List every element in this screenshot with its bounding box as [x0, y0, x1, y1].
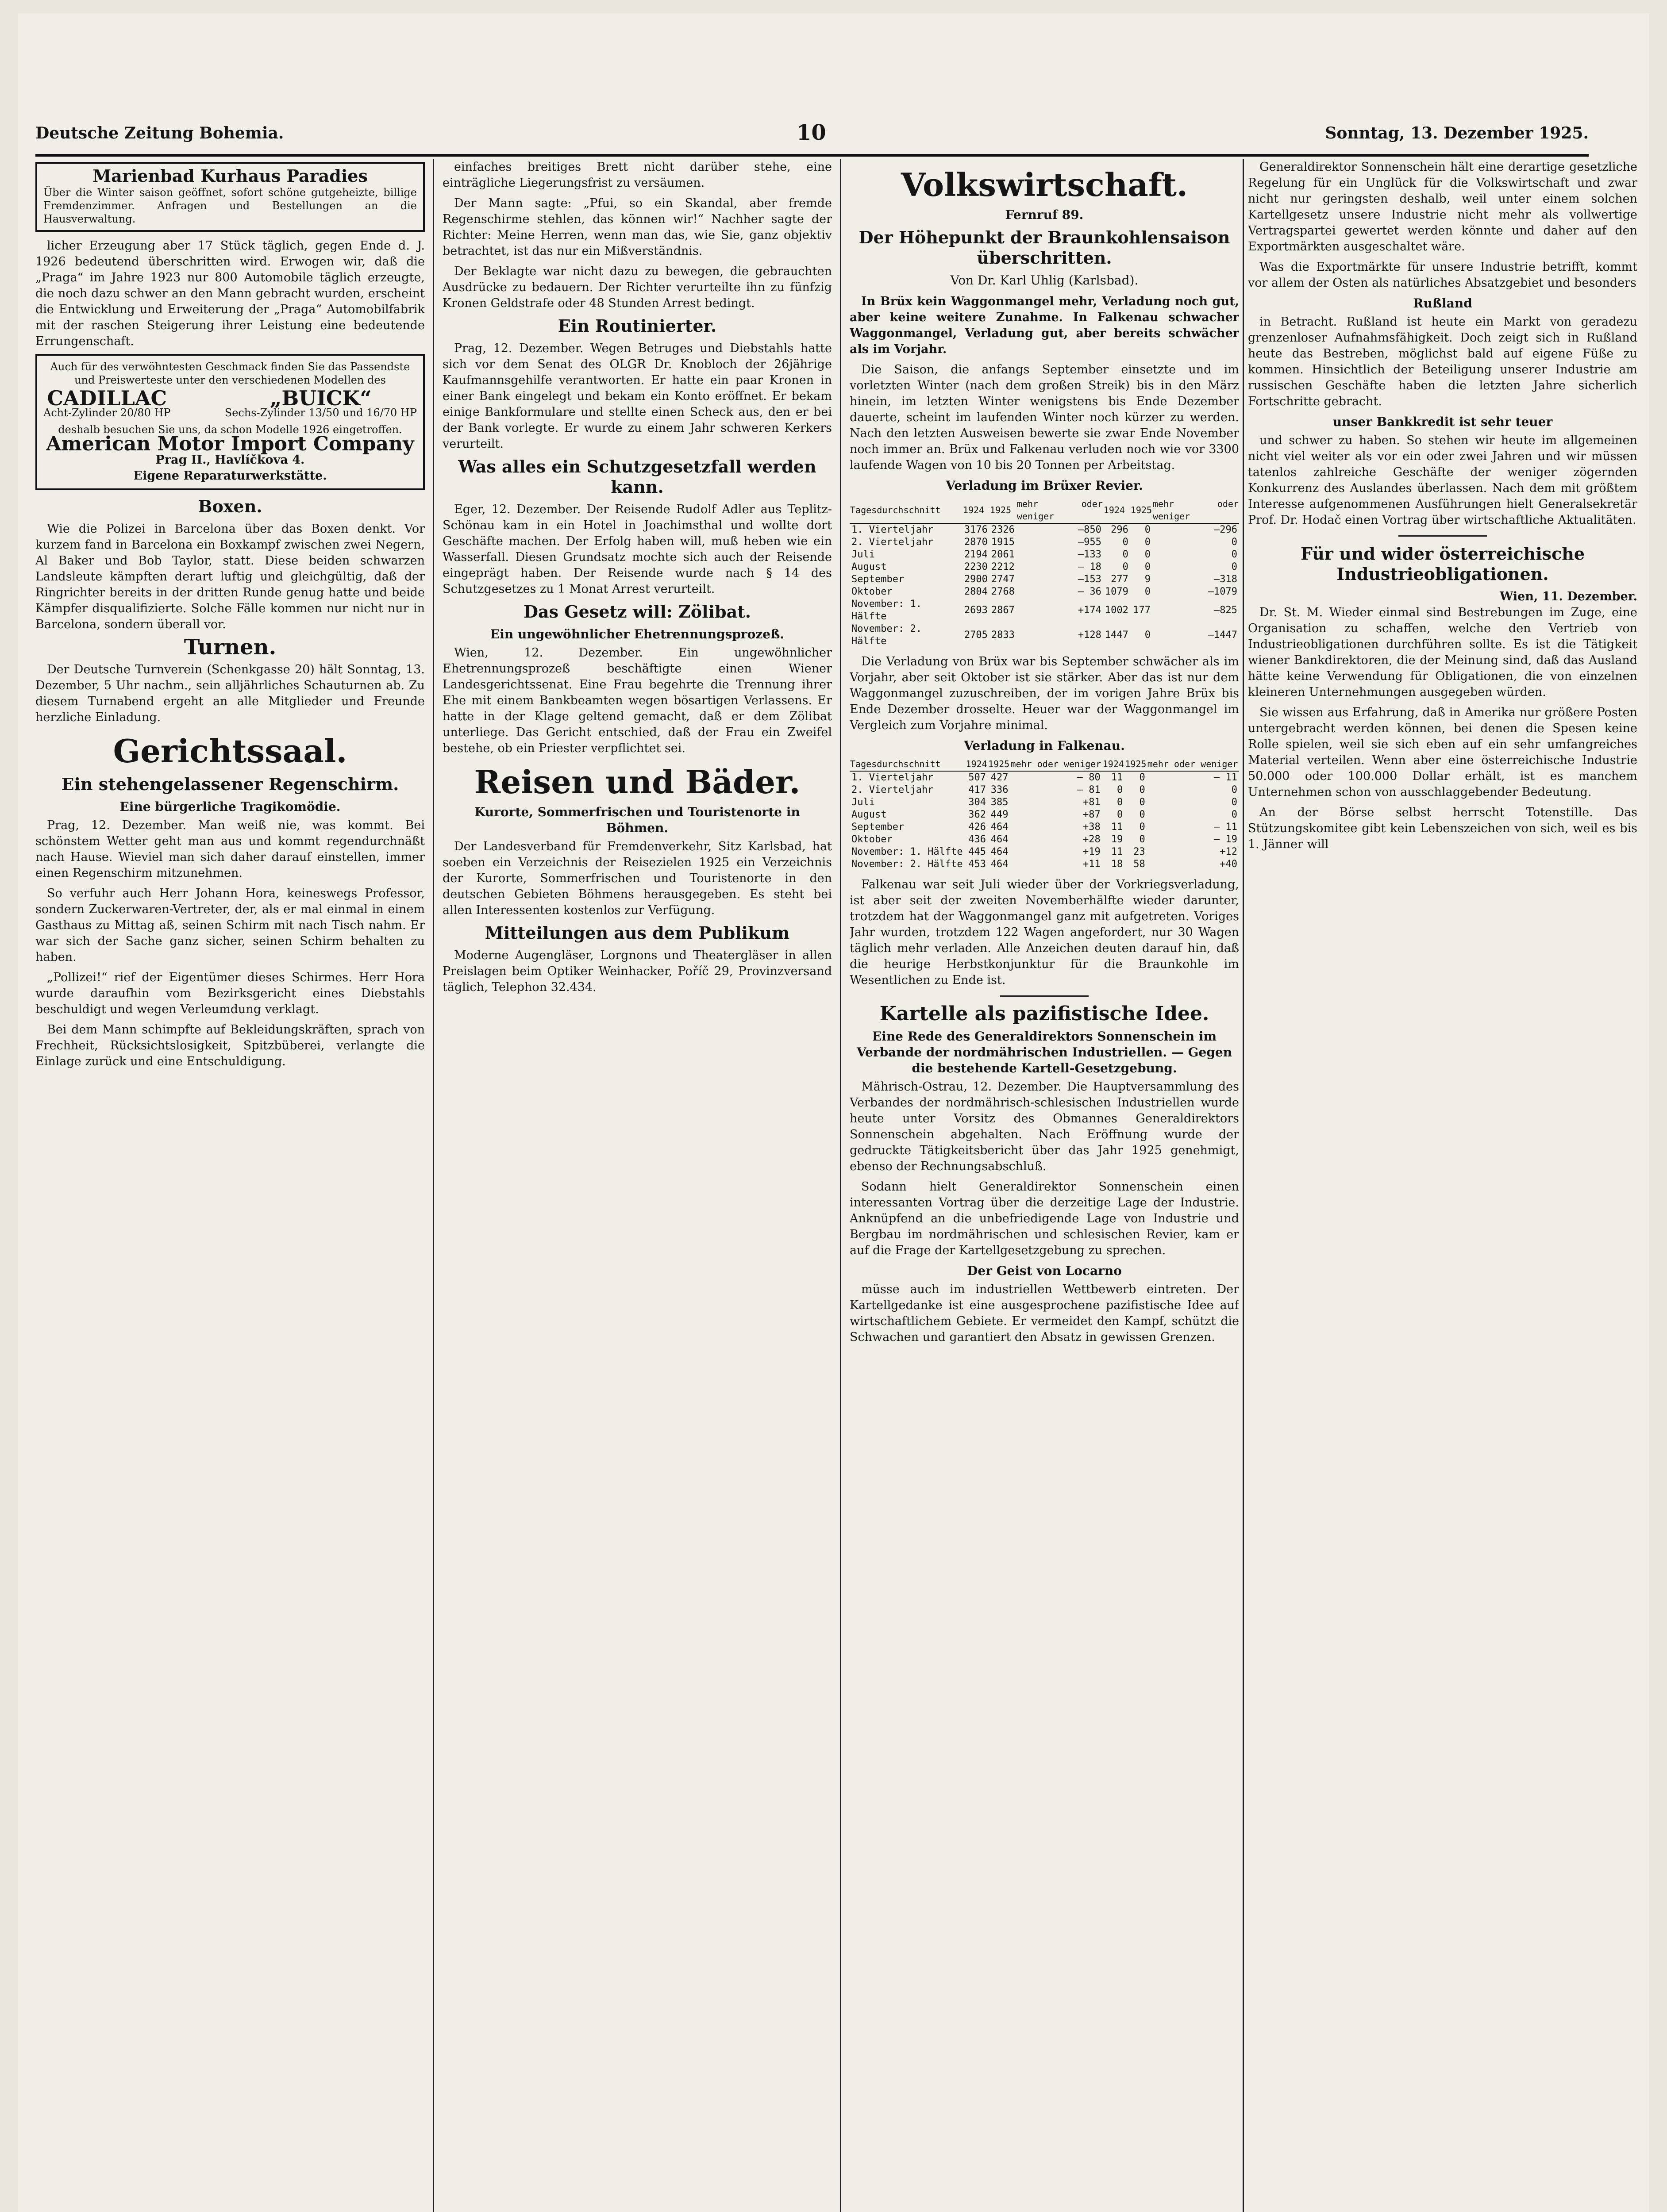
- table-cell: 2326: [991, 524, 1015, 535]
- column-2: [443, 159, 832, 2212]
- table-cell: — 81: [1077, 784, 1101, 795]
- table-cell: 18: [1111, 859, 1123, 870]
- table-cell: 453: [968, 859, 986, 870]
- table-cell: September: [851, 822, 905, 833]
- table-cell: 2230: [964, 561, 988, 572]
- article-praga: licher Erzeugung aber 17 Stück täglich, gegen Ende d. J. 1926 bedeutend überschritten wird. Erwogen wir, daß die „Praga“ im Jahre 1923 nur 800 Automobile täglich erzeugte, die noch dazu schwer an den Mann gebracht wurden, erscheint die Entwicklung und Erweiterung der „Praga“ Automobilfabrik mit der raschen Steigerung ihrer Leistung eine bedeutende Errungenschaft.: [35, 239, 425, 348]
- table-row: [850, 561, 1239, 573]
- table-cell: +40: [1220, 859, 1237, 870]
- table-cell: +28: [1082, 834, 1101, 845]
- headline-obligationen: Für und wider österreichische Industrieobligationen.: [1300, 544, 1585, 584]
- table-cell: —955: [1078, 537, 1101, 548]
- table-cell: —850: [1078, 524, 1101, 535]
- table-row: [850, 623, 1239, 648]
- table-cell: 449: [990, 809, 1009, 820]
- table-cell: 0: [1144, 524, 1151, 535]
- court-headline: Ein stehengelassener Regenschirm.: [61, 774, 399, 794]
- table-cell: +19: [1082, 846, 1101, 857]
- table-cell: 2. Vierteljahr: [851, 784, 934, 795]
- table-cell: 2. Vierteljahr: [851, 537, 934, 548]
- heading-turnen: Turnen.: [184, 635, 277, 660]
- table-cell: 177: [1133, 605, 1151, 616]
- article-paragraph: Die Verladung von Brüx war bis September schwächer als im Vorjahr, aber seit Oktober ist sie stärker. Aber das ist nur dem Waggonmangel zuzuschreiben, der im vorigen Jahre Brüx bis Ende Dezember drosselte. Heuer war der Waggonmangel im Vergleich zum Vorjahre minimal.: [850, 655, 1239, 732]
- table-row: [850, 573, 1239, 586]
- court-paragraph: „Pollizei!“ rief der Eigentümer dieses Schirmes. Herr Hora wurde daraufhin vom Bezirksgericht eines Diebstahls beschuldigt und wegen Verleumdung verklagt.: [35, 971, 425, 1016]
- table-cell: 427: [990, 772, 1009, 783]
- table-brux: [850, 497, 1239, 648]
- table-cell: —825: [1214, 605, 1237, 616]
- table-cell: — 11: [1214, 772, 1237, 783]
- article-paragraph: Falkenau war seit Juli wieder über der Vorkriegsverladung, ist aber seit der zweiten Novemberhälfte wieder darunter, trotzdem hat der Waggonmangel ganz mit aufgetreten. Voriges Jahr wurden, trotzdem 122 Wagen angefordert, nur 30 Wagen täglich mehr verladen. Alle Anzeichen deuten darauf hin, daß die heurige Herbstkonjunktur für die Braunkohle im Wesentlichen zu Ende ist.: [850, 878, 1239, 987]
- court-continued: Der Mann sagte: „Pfui, so ein Skandal, aber fremde Regenschirme stehlen, das können wir!“ Nachher sagte der Richter: Meine Herren, wenn man das, wie Sie, ganz objektiv betrachtet, ist das nur ein Mißverständnis.: [443, 196, 832, 258]
- ad-brand-cadillac: CADILLAC: [47, 386, 167, 410]
- subheading-zoelibat: Ein ungewöhnlicher Ehetrennungsprozeß.: [490, 627, 785, 641]
- subheadline-kartelle: Eine Rede des Generaldirektors Sonnenschein im Verbande der nordmährischen Industriellen. — Gegen die bestehende Kartell-Gesetzgebung.: [856, 1029, 1232, 1075]
- table-cell: August: [851, 809, 887, 820]
- article-paragraph: Mährisch-Ostrau, 12. Dezember. Die Hauptversammlung des Verbandes der nordmährisch-schlesischen Industriellen wurde heute unter Vorsitz des Obmannes Generaldirektors Sonnenschein abgehalten. Nach Eröffnung wurde der gedruckte Tätigkeitsbericht über das Jahr 1925 genehmigt, ebenso der Rechnungsabschluß.: [850, 1080, 1239, 1173]
- table-cell: Juli: [851, 549, 875, 560]
- issue-date: Sonntag, 13. Dezember 1925.: [1325, 124, 1589, 142]
- table-cell: 0: [1144, 549, 1151, 560]
- table-cell: 1. Vierteljahr: [851, 524, 934, 535]
- table-header-cell: 1924: [966, 757, 988, 771]
- table-cell: Oktober: [851, 586, 893, 597]
- table-cell: 3176: [964, 524, 988, 535]
- table-cell: 2747: [991, 574, 1015, 585]
- table-cell: 2900: [964, 574, 988, 585]
- table-cell: — 18: [1078, 561, 1101, 572]
- table-cell: 0: [1122, 549, 1128, 560]
- divider: [1000, 995, 1089, 997]
- column-1: [35, 159, 425, 2212]
- table-cell: 385: [990, 797, 1009, 808]
- article-paragraph: Die Saison, die anfangs September einsetzte und im vorletzten Winter (nach dem großen Streik) bis in den März hinein, im letzten Winter wenigstens bis Ende Dezember dauerte, scheint im laufenden Winter noch kürzer zu werden. Nach den letzten Ausweisen bewerte sie zwar Ende November noch immer an. Brüx und Falkenau verluden noch wie vor 3300 laufende Wagen von 10 bis 20 Tonnen per Arbeitstag.: [850, 363, 1239, 472]
- table-cell: 464: [990, 822, 1009, 833]
- table-cell: 0: [1144, 586, 1151, 597]
- table-cell: 304: [968, 797, 986, 808]
- table-cell: 0: [1144, 630, 1151, 641]
- table-header-cell: Tagesdurchschnitt: [850, 497, 962, 523]
- table-falkenau-title: Verladung in Falkenau.: [964, 738, 1125, 753]
- table-cell: 1. Vierteljahr: [851, 772, 934, 783]
- table-cell: 11: [1111, 772, 1123, 783]
- table-cell: August: [851, 561, 887, 572]
- table-cell: 417: [968, 784, 986, 795]
- subheading-travel: Kurorte, Sommerfrischen und Touristenorte in Böhmen.: [474, 805, 800, 835]
- ad-workshop: Eigene Reparaturwerkstätte.: [133, 469, 327, 483]
- ad-address: Prag II., Havlíčkova 4.: [155, 453, 305, 467]
- table-cell: 0: [1139, 797, 1145, 808]
- table-cell: 0: [1116, 809, 1123, 820]
- headline-braunkohle: Der Höhepunkt der Braunkohlensaison überschritten.: [859, 227, 1230, 268]
- table-cell: 19: [1111, 834, 1123, 845]
- table-cell: 0: [1116, 797, 1123, 808]
- table-cell: 0: [1139, 772, 1145, 783]
- table-brux-title: Verladung im Brüxer Revier.: [946, 478, 1143, 493]
- table-cell: 0: [1231, 797, 1237, 808]
- table-cell: — 36: [1078, 586, 1101, 597]
- table-cell: 0: [1122, 561, 1128, 572]
- table-cell: — 80: [1077, 772, 1101, 783]
- table-row: [850, 598, 1239, 623]
- article-lead: In Brüx kein Waggonmangel mehr, Verladung noch gut, aber keine weitere Zunahme. In Falkenau schwacher Waggonmangel, Verladung gut, aber bereits schwächer als im Vorjahr.: [850, 295, 1239, 356]
- table-cell: November: 1. Hälfte: [851, 846, 963, 857]
- header-rule: [35, 154, 1589, 157]
- ad-spec-cadillac: Acht-Zylinder 20/80 HP: [43, 407, 171, 419]
- table-cell: 0: [1139, 784, 1145, 795]
- table-cell: 2693: [964, 605, 988, 616]
- table-row: [850, 821, 1239, 833]
- table-row: [850, 586, 1239, 598]
- table-cell: — 11: [1214, 822, 1237, 833]
- table-cell: 1447: [1105, 630, 1128, 641]
- table-cell: +12: [1220, 846, 1237, 857]
- table-cell: 0: [1116, 784, 1123, 795]
- court-paragraph: So verfuhr auch Herr Johann Hora, keineswegs Professor, sondern Zuckerwaren-Vertreter, der, als er mal einmal in einem Gasthaus zu Mittag aß, seinen Schirm mit nach Tisch nahm. Er war sich der Sache ganz sicher, seinen Schirm behalten zu haben.: [35, 887, 425, 964]
- table-cell: 2804: [964, 586, 988, 597]
- table-cell: 2705: [964, 630, 988, 641]
- column-3: [850, 159, 1239, 2212]
- table-cell: Oktober: [851, 834, 893, 845]
- table-cell: —1447: [1208, 630, 1237, 641]
- table-cell: November: 1. Hälfte: [851, 599, 922, 622]
- article-paragraph: müsse auch im industriellen Wettbewerb eintreten. Der Kartellgedanke ist eine ausgesprochene pazifistische Idee auf wirtschaftlichem Gebiete. Er vermeidet den Kampf, schützt die Schwachen und garantiert den Absatz in gewissen Grenzen.: [850, 1283, 1239, 1344]
- article-paragraph: und schwer zu haben. So stehen wir heute im allgemeinen nicht viel weiter als vor ein oder zwei Jahren und wir müssen tatenlos zahlreiche Geschäfte der weniger zögernden Konkurrenz des Auslandes überlassen. Nach dem mit größtem Interesse aufgenommenen Ausführungen hielt Generalsekretär Prof. Dr. Hodač einen Vortrag über wirtschaftliche Aktualitäten.: [1248, 434, 1637, 527]
- table-cell: —133: [1078, 549, 1101, 560]
- table-cell: +87: [1082, 809, 1101, 820]
- article-paragraph: in Betracht. Rußland ist heute ein Markt von geradezu grenzenloser Aufnahmsfähigkeit. Doch zeigt sich in Rußland heute das Bestreben, möglichst bald auf eigene Füße zu kommen. Hinsichtlich der Beteiligung unserer Industrie am russischen Geschäfte haben die letzten Jahre sicherlich Fortschritte gebracht.: [1248, 315, 1637, 408]
- table-cell: +38: [1082, 822, 1101, 833]
- table-cell: 2833: [991, 630, 1015, 641]
- table-cell: 0: [1231, 784, 1237, 795]
- article-paragraph: Sie wissen aus Erfahrung, daß in Amerika nur größere Posten untergebracht werden können, bei denen die Spesen keine Rolle spielen, weil sie sich eben auf ein sehr umfangreiches Material verteilen. Wenn aber eine österreichische Industrie 50.000 oder 100.000 Dollar erhält, ist es manchem Unternehmen schon von ausschlaggebender Bedeutung.: [1248, 706, 1637, 799]
- table-cell: September: [851, 574, 905, 585]
- table-cell: 0: [1139, 809, 1145, 820]
- table-cell: November: 2. Hälfte: [851, 623, 922, 647]
- ad-marienbad-title: Marienbad Kurhaus Paradies: [92, 166, 368, 186]
- table-row: [850, 846, 1239, 858]
- table-header-cell: 1925: [1124, 757, 1147, 771]
- court-paragraph: Prag, 12. Dezember. Man weiß nie, was kommt. Bei schönstem Wetter geht man aus und kommt regendurchnäßt nach Hause. Wieviel man sich daher darauf einstellen, immer einen Regenschirm mitzunehmen.: [35, 818, 425, 880]
- table-header-cell: 1925: [989, 497, 1016, 523]
- table-cell: +128: [1078, 630, 1101, 641]
- headline-kartelle: Kartelle als pazifistische Idee.: [879, 1002, 1209, 1025]
- table-row: [850, 796, 1239, 809]
- article-paragraph: An der Börse selbst herrscht Totenstille. Das Stützungskomitee gibt kein Lebenszeichen von sich, weil es bis 1. Jänner will: [1248, 806, 1637, 851]
- column-divider: [1243, 159, 1244, 2212]
- subheading-locarno: Der Geist von Locarno: [967, 1263, 1122, 1278]
- byline: Von Dr. Karl Uhlig (Karlsbad).: [950, 273, 1139, 288]
- table-cell: 426: [968, 822, 986, 833]
- article-publikum: Moderne Augengläser, Lorgnons und Theatergläser in allen Preislagen beim Optiker Weinhacker, Poříč 29, Provinzversand täglich, Telephon 32.434.: [443, 949, 832, 994]
- divider: [1398, 535, 1487, 537]
- article-zoelibat: Wien, 12. Dezember. Ein ungewöhnlicher Ehetrennungsprozeß beschäftigte einen Wiener Landesgerichtssenat. Eine Frau begehrte die Trennung ihrer Ehe mit einem Bankbeamten wegen bösartigen Verlassens. Er hatte in der Klage geltend gemacht, daß er dem Zölibat unterliege. Das Gericht entschied, daß der Frau ein Zweifel bestehe, ob ein Priester verpflichtet sei.: [443, 646, 832, 755]
- article-schutzgesetz: Eger, 12. Dezember. Der Reisende Rudolf Adler aus Teplitz-Schönau kam in ein Hotel in Joachimsthal und wollte dort Geschäfte machen. Der Erfolg haben will, muß heben wie ein Wasserfall. Diesen Grundsatz mochte sich auch der Reisende eingeprägt haben. Der Reisende wurde nach § 14 des Schutzgesetzes zu 1 Monat Arrest verurteilt.: [443, 503, 832, 596]
- column-divider: [433, 159, 434, 2212]
- newspaper-page: [18, 13, 1649, 2212]
- table-cell: 2212: [991, 561, 1015, 572]
- table-header-cell: 1925: [1130, 497, 1152, 523]
- table-cell: November: 2. Hälfte: [851, 859, 963, 870]
- column-divider: [840, 159, 841, 2212]
- table-cell: 0: [1231, 549, 1237, 560]
- article-travel: Der Landesverband für Fremdenverkehr, Sitz Karlsbad, hat soeben ein Verzeichnis der Reisezielen 1925 ein Verzeichnis der Kurorte, Sommerfrischen und Touristenorte in den deutschen Gebieten Böhmens herausgegeben. Es steht bei allen Interessenten kostenlos zur Verfügung.: [443, 840, 832, 917]
- table-cell: 0: [1144, 561, 1151, 572]
- table-row: [850, 809, 1239, 821]
- court-subheadline: Eine bürgerliche Tragikomödie.: [119, 799, 341, 814]
- ad-spec-buick: Sechs-Zylinder 13/50 und 16/70 HP: [224, 407, 417, 419]
- court-continued: einfaches breitiges Brett nicht darüber stehe, eine einträgliche Liegerungsfrist zu versäumen.: [443, 160, 832, 190]
- table-cell: 2870: [964, 537, 988, 548]
- table-cell: 11: [1111, 846, 1123, 857]
- table-row: [850, 833, 1239, 846]
- table-cell: 1915: [991, 537, 1015, 548]
- page-header: [35, 120, 1589, 150]
- ad-brand-buick: „BUICK“: [269, 386, 372, 410]
- table-header-cell: 1924: [1102, 757, 1125, 771]
- ad-marienbad-text: Über die Winter saison geöffnet, sofort schöne gutgeheizte, billige Fremdenzimmer. Anfragen und Bestellungen an die Hausverwaltung.: [43, 186, 417, 225]
- table-cell: 0: [1144, 537, 1151, 548]
- ad-cars-note: deshalb besuchen Sie uns, da schon Modelle 1926 eingetroffen.: [58, 423, 402, 436]
- heading-zoelibat: Das Gesetz will: Zölibat.: [524, 602, 751, 622]
- ad-cars-intro: Auch für des verwöhntesten Geschmack finden Sie das Passendste und Preiswerteste unter den verschiedenen Modellen des: [50, 361, 410, 386]
- article-boxing: Wie die Polizei in Barcelona über das Boxen denkt. Vor kurzem fand in Barcelona ein Boxkampf zwischen zwei Negern, Al Baker und Bob Taylor, statt. Diese beiden schwarzen Landsleute kämpften derart luftig und gleichgültig, daß der Ringrichter bereits in der dritten Runde genug hatte und beide Kämpfer disqualifizierte. Solche Fälle kommen nur nicht nur in Barcelona, sondern überall vor.: [35, 522, 425, 631]
- dateline-wien: Wien, 11. Dezember.: [1500, 590, 1637, 603]
- table-cell: 507: [968, 772, 986, 783]
- article-paragraph: Was die Exportmärkte für unsere Industrie betrifft, kommt vor allem der Osten als natürliches Absatzgebiet und besonders: [1248, 260, 1637, 290]
- table-header-cell: Tagesdurchschnitt: [850, 757, 966, 771]
- table-cell: +11: [1082, 859, 1101, 870]
- article-routinier: Prag, 12. Dezember. Wegen Betruges und Diebstahls hatte sich vor dem Senat des OLGR Dr. Knobloch der 26jährige Kaufmannsgehilfe verantworten. Er hatte ein paar Kronen in einer Bank eingelegt und bekam ein Konto eröffnet. Er bekam einige Bankformulare und stellte einen Scheck aus, den er bei der Bank vorlegte. Er wurde zu einem Jahr schweren Kerkers verurteilt.: [443, 342, 832, 451]
- table-cell: 0: [1139, 822, 1145, 833]
- table-header-cell: mehr oder weniger: [1016, 497, 1103, 523]
- masthead: Deutsche Zeitung Bohemia.: [35, 124, 284, 142]
- table-cell: +174: [1078, 605, 1101, 616]
- table-cell: 464: [990, 859, 1009, 870]
- table-header-cell: 1925: [988, 757, 1010, 771]
- table-cell: 2194: [964, 549, 988, 560]
- table-row: [850, 771, 1239, 784]
- subheading-russia: Rußland: [1413, 296, 1472, 311]
- table-cell: —153: [1078, 574, 1101, 585]
- ad-company: American Motor Import Company: [46, 433, 414, 455]
- table-cell: 2061: [991, 549, 1015, 560]
- heading-boxing: Boxen.: [198, 496, 262, 516]
- table-row: [850, 549, 1239, 561]
- table-cell: 0: [1231, 537, 1237, 548]
- table-header-cell: 1924: [1103, 497, 1130, 523]
- table-row: [850, 523, 1239, 536]
- table-cell: 23: [1133, 846, 1145, 857]
- table-row: [850, 784, 1239, 796]
- article-paragraph: Sodann hielt Generaldirektor Sonnenschein einen interessanten Vortrag über die derzeitige Lage der Industrie. Anknüpfend an die unbefriedigende Lage von Industrie und Bergbau im nordmährischen und schlesischen Revier, kam er auf die Frage der Kartellgesetzgebung zu sprechen.: [850, 1180, 1239, 1257]
- table-row: [850, 858, 1239, 871]
- table-cell: 0: [1231, 561, 1237, 572]
- heading-publikum: Mitteilungen aus dem Publikum: [485, 923, 790, 943]
- ad-marienbad: [35, 162, 425, 232]
- table-cell: 464: [990, 846, 1009, 857]
- table-cell: 436: [968, 834, 986, 845]
- table-header-cell: mehr oder weniger: [1152, 497, 1239, 523]
- table-row: [850, 536, 1239, 549]
- table-cell: 445: [968, 846, 986, 857]
- table-cell: 0: [1122, 537, 1128, 548]
- table-cell: —318: [1214, 574, 1237, 585]
- table-cell: 2867: [991, 605, 1015, 616]
- table-header-cell: 1924: [962, 497, 989, 523]
- table-cell: 296: [1111, 524, 1128, 535]
- table-cell: 11: [1111, 822, 1123, 833]
- section-travel: Reisen und Bäder.: [474, 763, 801, 801]
- table-cell: 277: [1111, 574, 1128, 585]
- article-turnen: Der Deutsche Turnverein (Schenkgasse 20) hält Sonntag, 13. Dezember, 5 Uhr nachm., sein alljährliches Schauturnen ab. Zu diesem Turnabend ergeht an alle Mitglieder und Freunde herzliche Einladung.: [35, 663, 425, 724]
- table-cell: 0: [1139, 834, 1145, 845]
- heading-routinier: Ein Routinierter.: [558, 316, 717, 336]
- table-cell: +81: [1082, 797, 1101, 808]
- subheading-bankkredit: unser Bankkredit ist sehr teuer: [1332, 415, 1553, 429]
- table-cell: 1002: [1105, 605, 1128, 616]
- court-paragraph: Bei dem Mann schimpfte auf Bekleidungskräften, sprach von Frechheit, Rücksichtslosigkeit, Spitzbüberei, verlangte die Einlage zurück und eine Entschuldigung.: [35, 1023, 425, 1068]
- ad-cars: [35, 354, 425, 490]
- table-cell: 9: [1144, 574, 1151, 585]
- table-header-cell: mehr oder weniger: [1147, 757, 1239, 771]
- table-header-cell: mehr oder weniger: [1010, 757, 1102, 771]
- table-cell: 336: [990, 784, 1009, 795]
- table-cell: 0: [1231, 809, 1237, 820]
- table-cell: 58: [1133, 859, 1145, 870]
- table-cell: 362: [968, 809, 986, 820]
- section-economy-phone: Fernruf 89.: [1005, 207, 1084, 222]
- table-falkenau: [850, 757, 1239, 871]
- section-court: Gerichtssaal.: [113, 732, 347, 770]
- court-continued: Der Beklagte war nicht dazu zu bewegen, die gebrauchten Ausdrücke zu bedauern. Der Richter verurteilte ihn zu fünfzig Kronen Geldstrafe oder 48 Stunden Arrest bedingt.: [443, 265, 832, 310]
- article-paragraph: Dr. St. M. Wieder einmal sind Bestrebungen im Zuge, eine Organisation zu schaffen, welche den Vertrieb von Industrieobligationen durchführen sollte. Es ist die Tätigkeit wiener Bankdirektoren, die der Meinung sind, daß das Ausland hätte keine Verwendung für Obligationen, die von einzelnen kleineren Unternehmungen ausgegeben würden.: [1248, 606, 1637, 699]
- page-number: 10: [797, 120, 826, 145]
- table-cell: —1079: [1208, 586, 1237, 597]
- table-cell: — 19: [1214, 834, 1237, 845]
- table-cell: 1079: [1105, 586, 1128, 597]
- article-paragraph: Generaldirektor Sonnenschein hält eine derartige gesetzliche Regelung für ein Unglück für die Volkswirtschaft und zwar nicht nur geringsten deshalb, weil unter einem solchen Kartellgesetz unsere Industrie nicht mehr als vollwertige Vertragspartei gewertet werden könnte und daher auf den Exportmärkten ausgeschaltet wäre.: [1248, 160, 1637, 253]
- table-cell: 464: [990, 834, 1009, 845]
- table-cell: 2768: [991, 586, 1015, 597]
- column-4: [1248, 159, 1637, 2212]
- table-cell: Juli: [851, 797, 875, 808]
- table-cell: —296: [1214, 524, 1237, 535]
- section-economy: Volkswirtschaft.: [901, 166, 1188, 204]
- heading-schutzgesetz: Was alles ein Schutzgesetzfall werden kann.: [458, 457, 816, 497]
